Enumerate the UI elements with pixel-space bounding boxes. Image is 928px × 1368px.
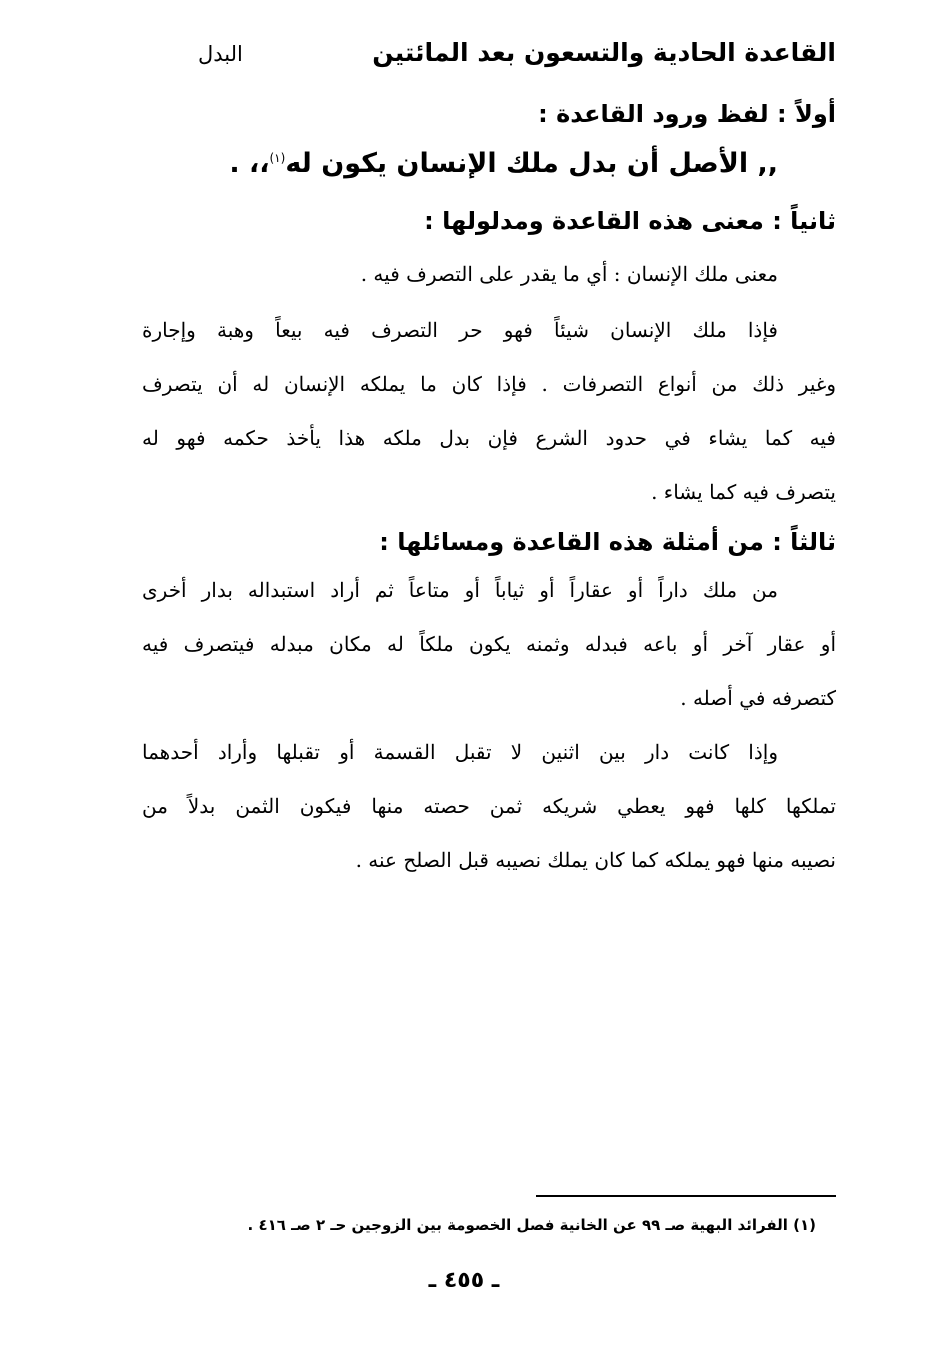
paragraph-line: أو عقار آخر أو باعه فبدله وثمنه يكون ملكاً له مكان مبدله فيتصرف فيه: [142, 632, 837, 656]
rule-statement: [229, 148, 778, 179]
paragraph-line: فيه كما يشاء في حدود الشرع فإن بدل ملكه هذا يأخذ حكمه فهو له: [142, 426, 836, 450]
rule-statement-end: ،، .: [229, 148, 270, 179]
paragraph-line: كتصرفه في أصله .: [680, 686, 836, 710]
rule-statement-text: ,, الأصل أن بدل ملك الإنسان يكون له: [285, 148, 778, 179]
heading-rule-wording: أولاً : لفظ ورود القاعدة :: [538, 100, 836, 128]
footnote: (١) الفرائد البهية صـ ٩٩ عن الخانية فصل الخصومة بين الزوجين حـ ٢ صـ ٤١٦ .: [247, 1216, 816, 1234]
footnote-divider: [536, 1195, 836, 1197]
section-label: البدل: [198, 42, 243, 66]
paragraph-line: وإذا كانت دار بين اثنين لا تقبل القسمة أو تقبلها وأراد أحدهما: [142, 740, 778, 764]
paragraph-line: فإذا ملك الإنسان شيئاً فهو حر التصرف فيه بيعاً وهبة وإجارة: [142, 318, 778, 342]
paragraph-line: وغير ذلك من أنواع التصرفات . فإذا كان ما يملكه الإنسان له أن يتصرف: [142, 372, 836, 396]
heading-examples: ثالثاً : من أمثلة هذه القاعدة ومسائلها :: [379, 528, 836, 556]
paragraph-line: معنى ملك الإنسان : أي ما يقدر على التصرف فيه .: [360, 262, 778, 286]
heading-meaning: ثانياً : معنى هذه القاعدة ومدلولها :: [424, 207, 836, 235]
paragraph-line: تملكها كلها فهو يعطي شريكه ثمن حصته منها فيكون الثمن بدلاً من: [142, 794, 836, 818]
footnote-ref: (١): [269, 151, 286, 165]
chapter-title: القاعدة الحادية والتسعون بعد المائتين: [372, 38, 836, 67]
paragraph-line: من ملك داراً أو عقاراً أو ثياباً أو متاعاً ثم أراد استبداله بدار أخرى: [142, 578, 778, 602]
paragraph-line: يتصرف فيه كما يشاء .: [651, 480, 836, 504]
page-number: ـ ٤٥٥ ـ: [428, 1268, 500, 1293]
paragraph-line: نصيبه منها فهو يملكه كما كان يملك نصيبه قبل الصلح عنه .: [355, 848, 836, 872]
